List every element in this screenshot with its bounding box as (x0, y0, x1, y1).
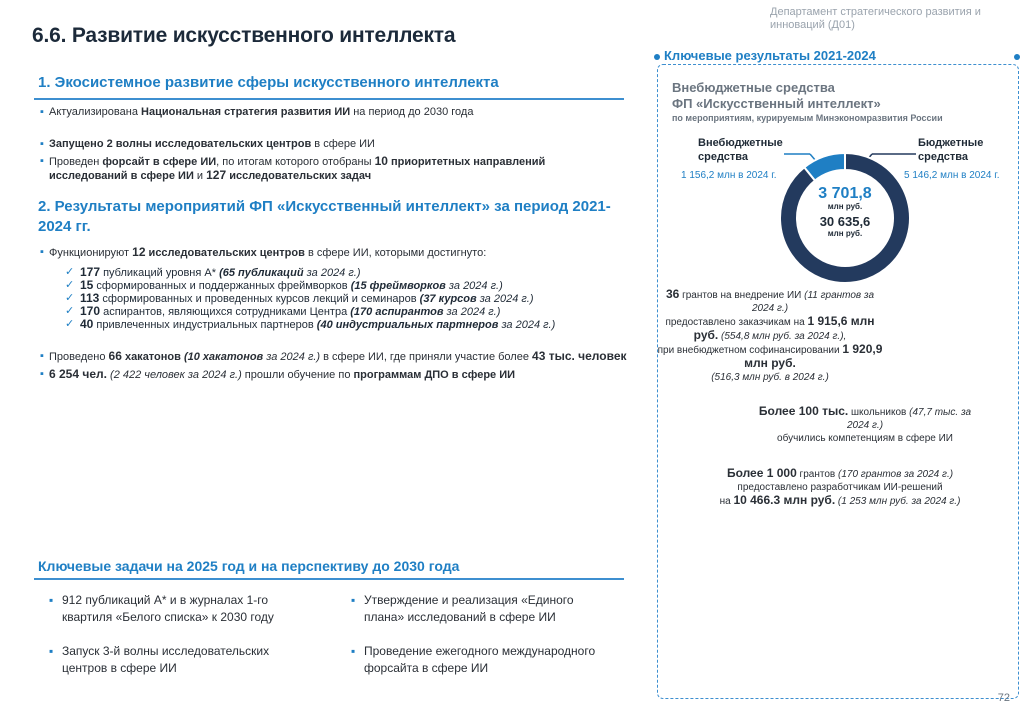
bullet-icon: ▪ (49, 644, 54, 658)
page-title: 6.6. Развитие искусственного интеллекта (32, 24, 456, 47)
bullet-icon: ▪ (40, 368, 44, 380)
results-heading: Ключевые результаты 2021-2024 (660, 48, 880, 63)
page-number: 72 (997, 692, 1010, 704)
grants2-stat: Более 1 000 грантов (170 грантов за 2024 г.) предоставлено разработчикам ИИ-решений на 10 466.3 млн руб. (1 253 млн руб. за 2024 г.) (719, 466, 961, 507)
tasks-heading: Ключевые задачи на 2025 год и на перспективу до 2030 года (38, 558, 460, 574)
department-name: Департамент стратегического развития и инноваций (Д01) (770, 6, 981, 31)
section1-bullet-centers: ▪ Запущено 2 волны исследовательских центров в сфере ИИ (40, 138, 375, 150)
bullet-icon: ▪ (40, 155, 44, 167)
list-item: ✓ 15 сформированных и поддержанных фреймворков (15 фреймворков за 2024 г.) (65, 278, 503, 292)
task-item: ▪ Запуск 3-й волны исследовательских центров в сфере ИИ (49, 644, 270, 675)
donut-center-labels (800, 186, 890, 238)
grants-stat: 36 грантов на внедрение ИИ (11 грантов за 2024 г.) предоставлено заказчикам на 1 915,6 млн руб. (554,8 млн руб. за 2024 г.), при внебюджетном софинансировании 1 920,9 млн руб. (516,3 млн руб. в 2024 г.) (657, 287, 883, 383)
section1-divider (34, 98, 624, 100)
bullet-icon: ▪ (40, 350, 44, 362)
check-icon: ✓ (65, 305, 75, 317)
list-item: ✓ 170 аспирантов, являющихся сотрудниками Центра (170 аспирантов за 2024 г.) (65, 304, 501, 318)
task-item: ▪ 912 публикаций А* и в журналах 1-го квартиля «Белого списка» к 2030 году (49, 593, 274, 624)
list-item: ✓ 113 сформированных и проведенных курсов лекций и семинаров (37 курсов за 2024 г.) (65, 291, 534, 305)
section2-heading: 2. Результаты мероприятий ФП «Искусственный интеллект» за период 2021-2024 гг. (38, 198, 611, 235)
bullet-icon: ▪ (351, 593, 356, 607)
offbudget-amount: 1 156,2 млн в 2024 г. (681, 170, 777, 181)
list-item: ✓ 40 привлеченных индустриальных партнеров (40 индустриальных партнеров за 2024 г.) (65, 317, 556, 331)
offbudget-total: 3 701,8 (818, 185, 872, 202)
results-subtitle: по мероприятиям, курируемым Минэкономразвития России (672, 113, 943, 123)
list-item: ✓ 177 публикаций уровня А* (65 публикаций за 2024 г.) (65, 265, 361, 279)
bullet-icon: ▪ (49, 593, 54, 607)
section1-bullet-foresight: ▪ Проведен форсайт в сфере ИИ, по итогам которого отобраны 10 приоритетных направлений исследований в сфере ИИ и 127 исследовательских задач (40, 154, 546, 182)
offbudget-unit: млн руб. (827, 202, 863, 211)
hackathons-bullet: ▪ Проведено 66 хакатонов (10 хакатонов за 2024 г.) в сфере ИИ, где приняли участие более 43 тыс. человек (40, 349, 627, 363)
section2-intro: ▪ Функционируют 12 исследовательских центров в сфере ИИ, которыми достигнуто: (40, 245, 487, 259)
budget-label: Бюджетные средства (918, 137, 984, 163)
training-bullet: ▪ 6 254 чел. (2 422 человек за 2024 г.) прошли обучение по программам ДПО в сфере ИИ (40, 367, 516, 381)
section1-bullet-strategy: ▪ Актуализирована Национальная стратегия развития ИИ на период до 2030 года (40, 106, 474, 118)
budget-unit: млн руб. (827, 229, 863, 238)
schoolkids-stat: Более 100 тыс. школьников (47,7 тыс. за 2024 г.) обучились компетенциям в сфере ИИ (758, 404, 972, 444)
task-item: ▪ Утверждение и реализация «Единого плана» исследований в сфере ИИ (351, 593, 574, 624)
check-icon: ✓ (65, 292, 75, 304)
check-icon: ✓ (65, 318, 75, 330)
section1-heading: 1. Экосистемное развитие сферы искусственного интеллекта (38, 74, 499, 91)
results-title: Внебюджетные средства ФП «Искусственный интеллект» (672, 80, 881, 111)
bullet-icon: ▪ (351, 644, 356, 658)
achievements-list (65, 265, 600, 331)
panel-corner-dot (1014, 54, 1020, 60)
offbudget-label: Внебюджетные средства (698, 137, 783, 163)
check-icon: ✓ (65, 279, 75, 291)
tasks-divider (34, 578, 624, 580)
bullet-icon: ▪ (40, 246, 44, 258)
bullet-icon: ▪ (40, 138, 44, 150)
budget-amount: 5 146,2 млн в 2024 г. (904, 170, 1000, 181)
budget-total: 30 635,6 (819, 214, 871, 229)
task-item: ▪ Проведение ежегодного международного форсайта в сфере ИИ (351, 644, 596, 675)
bullet-icon: ▪ (40, 106, 44, 118)
check-icon: ✓ (65, 266, 75, 278)
